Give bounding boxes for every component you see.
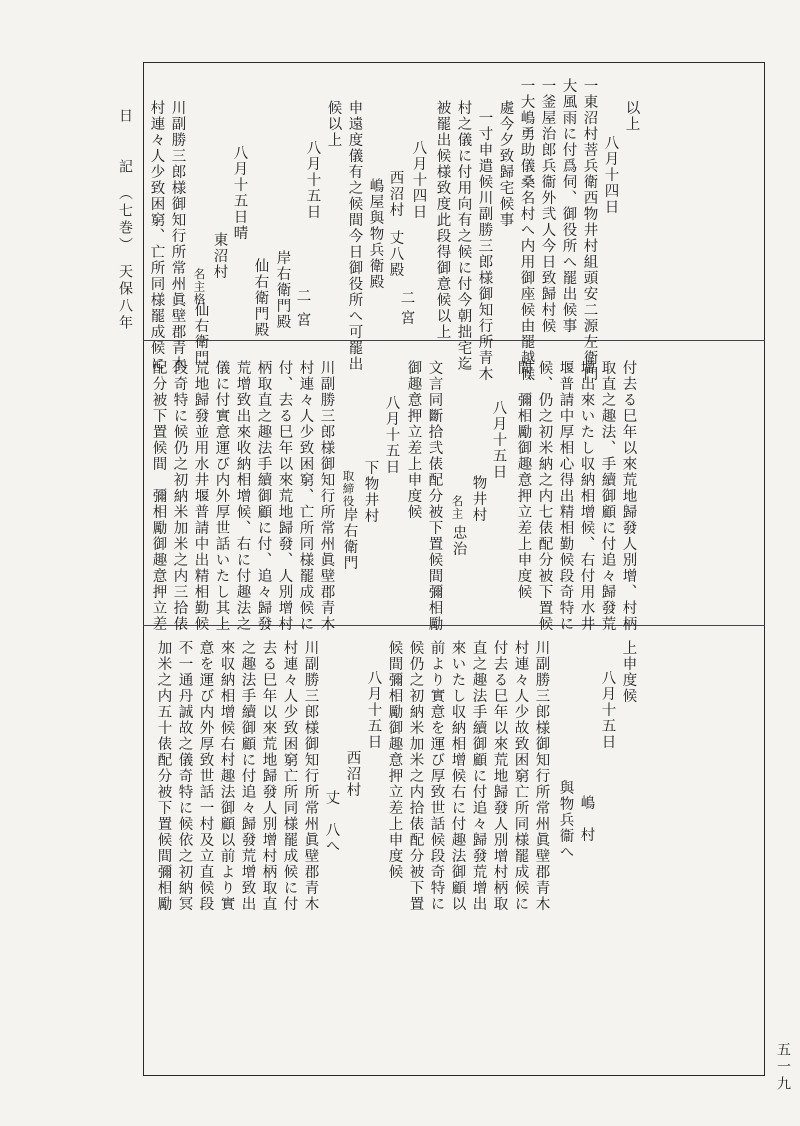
text-column: 川副勝三郎様御知行所常州眞壁郡青木	[318, 360, 335, 632]
text-column: 之趣法手續御顧に付追々歸發荒增致出	[239, 640, 256, 912]
section-divider-upper	[143, 340, 765, 341]
text-column: 付去る巳年以來荒地歸發人別增村柄取	[491, 640, 508, 912]
text-column: 八月十五日晴	[231, 145, 248, 241]
text-column: 候仍之初納米加米之内拾俵配分被下置	[407, 640, 424, 912]
text-column: 二	[398, 290, 415, 306]
text-column: 八月十四日	[410, 140, 427, 220]
text-column: 西沼村	[344, 750, 361, 798]
text-column: 一東沼村菩兵衛西物井村組頭安二源左衛門	[581, 78, 598, 382]
text-column: 前より實意を運び厚致世話候段奇特に	[428, 640, 445, 912]
text-column: 柄取直之趣法手續御顧に付、追々歸發	[255, 360, 272, 632]
text-column: 取締役	[341, 470, 356, 508]
page-number: 五一九	[775, 1042, 791, 1093]
text-column: 加米之内五十俵配分被下置候間彌相勵	[155, 640, 172, 912]
text-column: 候間彌相勵御趣意押立差上申度候	[386, 640, 403, 880]
text-column: 宮	[398, 310, 415, 326]
text-column: 大風雨に付爲伺、御役所へ罷出候事	[560, 78, 577, 334]
text-column: 村之儀に付用向有之候に付今朝拙宅迄	[455, 100, 472, 372]
text-column: 一釜屋治郎兵衞外弐人今日致歸村候	[539, 78, 556, 334]
text-column: 村連々人少致困窮亡所同様罷成候に付	[281, 640, 298, 912]
text-column: 二	[294, 288, 311, 304]
text-column: 段奇特に候仍之初納米加米之内三拾俵	[171, 360, 188, 632]
text-column: 名主格	[192, 268, 207, 306]
text-column: 八月十五日	[304, 140, 321, 220]
text-column: 一大嶋勇助儀桑名村へ内用御座候由罷越候	[518, 78, 535, 382]
text-column: 上申度候	[620, 640, 637, 704]
text-column: 村連々人少致困窮、亡所同様罷成候に	[148, 100, 165, 372]
text-column: 處今夕致歸宅候事	[497, 100, 514, 228]
text-column: 御趣意押立差上申度候	[405, 360, 422, 520]
text-column: 間、彌相勵御趣意押立差上申度候	[515, 360, 532, 600]
text-column: 川副勝三郎様御知行所常州眞壁郡青木	[302, 640, 319, 912]
text-column: 取直之趣法、手續御顧に付追々歸發荒	[599, 360, 616, 632]
text-column: 忠治	[450, 525, 467, 557]
text-column: 與物兵衞へ	[557, 780, 574, 860]
text-column: 來いたし収納相增候右に付趣法御顧以	[449, 640, 466, 912]
text-column: 川副勝三郎様御知行所常州眞壁郡青木	[533, 640, 550, 912]
text-column: 仙右衛門殿	[252, 258, 269, 338]
text-column: 丈八殿	[387, 230, 404, 278]
text-column: 堰普請中厚相心得出精相勤候段奇特に	[557, 360, 574, 632]
text-column: 儀に付實意運び内外厚世話いたし其上	[213, 360, 230, 632]
text-column: 意を運び内外厚致世話一村及立直候段	[197, 640, 214, 912]
text-column: 以上	[623, 100, 640, 132]
text-column: 被罷出候様致度此段得御意候以上	[434, 100, 451, 340]
text-column: 申遠度儀有之候間今日御役所へ可罷出	[346, 100, 363, 372]
text-column: 候以上	[325, 100, 342, 148]
text-column: 下物井村	[362, 460, 379, 524]
text-column: 直之趣法手續御顧に付追々歸發荒增出	[470, 640, 487, 912]
text-column: 八月十四日	[602, 135, 619, 215]
text-column: 候、仍之初米納之内七俵配分被下置候	[536, 360, 553, 632]
text-column: 增出來いたし収納相增候、右付用水井	[578, 360, 595, 632]
text-column: 八月十五日	[490, 400, 507, 480]
text-column: 西沼村	[387, 170, 404, 218]
text-column: 去る巳年以來荒地歸發人別增村柄取直	[260, 640, 277, 912]
text-column: 配分被下置候間 彌相勵御趣意押立差	[150, 360, 167, 632]
text-column: 村連々人少致困窮、亡所同様罷成候に	[297, 360, 314, 632]
text-column: 仙右衛門	[192, 302, 209, 366]
text-column: 名主	[450, 495, 465, 520]
text-column: 八月十五日	[365, 670, 382, 750]
text-column: 丈 八へ	[323, 790, 340, 854]
text-column: 付去る巳年以來荒地歸發人別增、村柄	[620, 360, 637, 632]
text-column: 東沼村	[211, 232, 228, 280]
text-column: 荒地歸發並用水井堰普請中出精相勤候	[192, 360, 209, 632]
text-column: 不一通丹誠故之儀奇特に候依之初納冥	[176, 640, 193, 912]
text-column: 岸右衛門殿	[274, 250, 291, 330]
text-column: 岸右衛門	[341, 507, 358, 571]
running-head: 日 記 （七巻） 天保八年	[117, 108, 133, 332]
text-column: 荒增致出來收納相增候、右に付趣法之	[234, 360, 251, 632]
text-column: 來収納相增候右村趣法御顧以前より實	[218, 640, 235, 912]
text-column: 川副勝三郎様御知行所常州眞壁郡青木	[169, 100, 186, 372]
text-column: 文言同斷拾弐俵配分被下置候間彌相勵	[426, 360, 443, 632]
text-column: 物井村	[470, 475, 487, 523]
text-column: 一寸申遣候川副勝三郎様御知行所青木	[476, 110, 493, 382]
text-column: 付、去る巳年以來荒地歸發、人別增村	[276, 360, 293, 632]
text-column: 宮	[294, 312, 311, 328]
text-column: 村連々人少故致困窮亡所同様罷成候に	[512, 640, 529, 912]
text-column: 八月十五日	[599, 670, 616, 750]
text-column: 嶋 村	[578, 795, 595, 843]
text-column: 八月十五日	[383, 395, 400, 475]
text-column: 嶋屋與物兵衛殿	[367, 178, 384, 290]
